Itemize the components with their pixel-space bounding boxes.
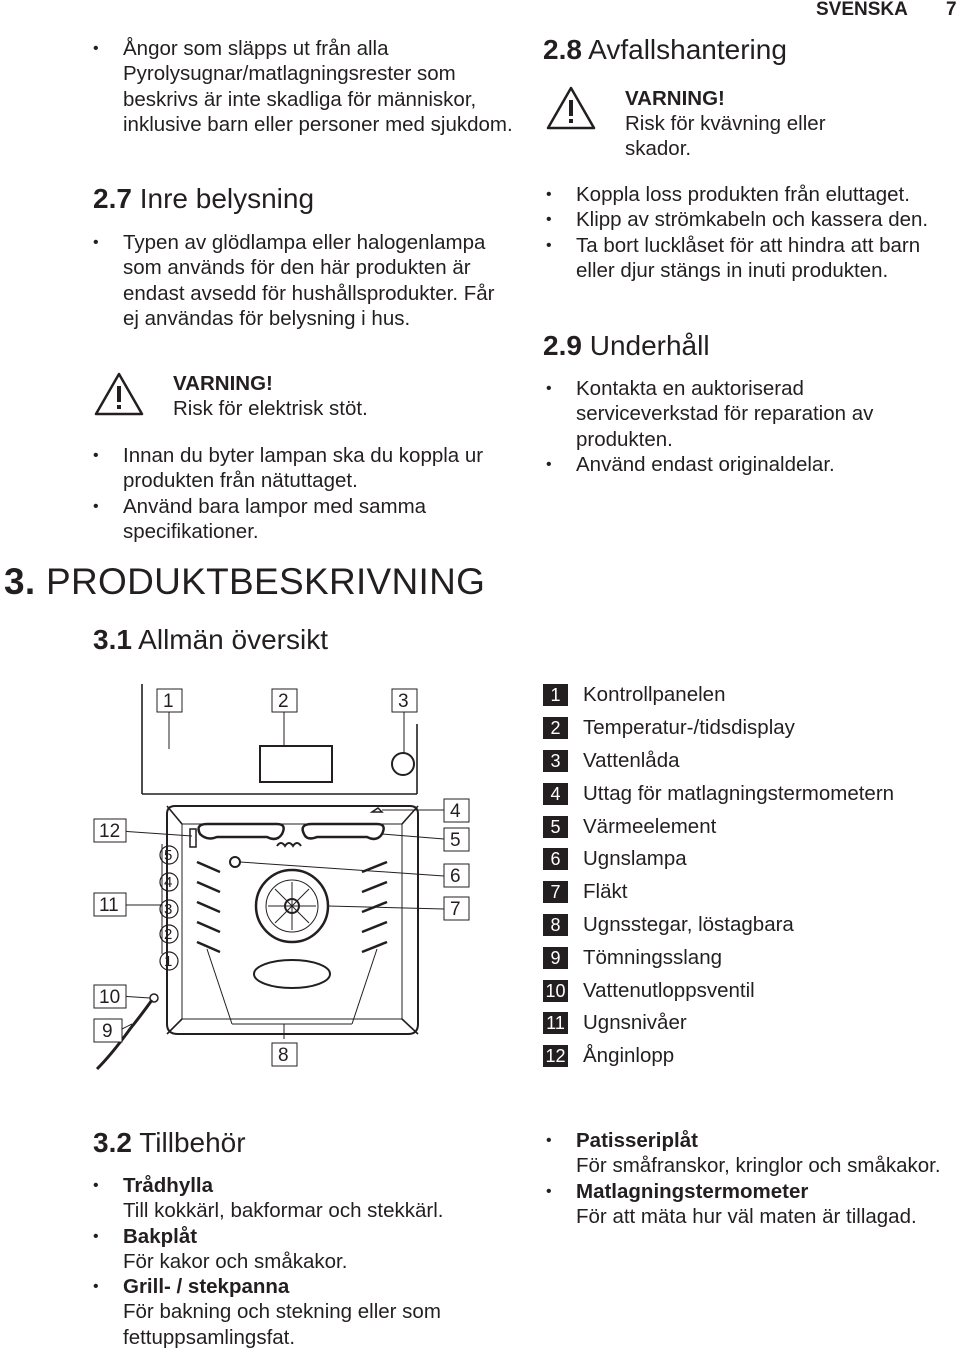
section-heading-2-7: 2.7 Inre belysning [93,183,315,214]
legend-row [543,843,894,876]
legend-number: 8 [543,914,568,936]
diagram-legend [543,679,894,1073]
warning-electric [173,371,368,421]
legend-text: Uttag för matlagningstermometern [583,781,895,805]
warning-text: Risk för elektrisk stöt. [173,397,368,420]
legend-row [543,1040,894,1073]
legend-number: 7 [543,881,568,903]
legend-row [543,712,894,745]
list-item: • Kontakta en auktoriserad serviceverkstad för reparation av produkten. [546,376,926,452]
warning-text: Risk för kvävning eller skador. [625,112,826,160]
callout-6: 6 [450,866,461,887]
legend-text: Ugnsstegar, löstagbara [583,912,794,936]
legend-row [543,909,894,942]
chapter-heading-3: 3. PRODUKTBESKRIVNING [4,561,486,602]
legend-row [543,777,894,810]
legend-number: 2 [543,717,568,739]
list-item: • Typen av glödlampa eller halogenlampa som används för den här produkten är endast avsedd för hushållsprodukter. Får ej användas för belysning i hus. [93,230,513,331]
callout-3: 3 [398,691,409,712]
section-heading-3-2: 3.2 Tillbehör [93,1127,246,1158]
legend-row [543,941,894,974]
legend-number: 11 [543,1012,568,1034]
callout-9: 9 [102,1021,113,1042]
callout-1: 1 [163,691,174,712]
list-item: • Ångor som släpps ut från alla Pyrolysugnar/matlagningsrester som beskrivs är inte skadliga för människor, inklusive barn eller personer med sjukdom. [93,36,513,137]
list-item: • Använd endast originaldelar. [546,452,926,477]
warning-suffocation [625,86,885,161]
legend-number: 5 [543,816,568,838]
legend-row [543,745,894,778]
legend-text: Ånginlopp [583,1044,675,1068]
warning-title: VARNING! [173,372,273,395]
section-heading-3-1: 3.1 Allmän översikt [93,624,329,655]
legend-row [543,876,894,909]
callout-12: 12 [99,821,121,842]
legend-text: Vattenlåda [583,748,680,772]
warning-title: VARNING! [625,87,725,110]
level-5: 5 [164,847,173,864]
oven-diagram [92,684,482,1074]
legend-number: 3 [543,750,568,772]
legend-row [543,679,894,712]
disposal-list [546,182,958,283]
legend-text: Kontrollpanelen [583,683,726,707]
accessories-list-right [546,1128,958,1229]
list-item: • Grill- / stekpanna För bakning och stekning eller som fettuppsamlingsfat. [93,1274,513,1350]
list-item: • Ta bort lucklåset för att hindra att barn eller djur stängs in inuti produkten. [546,233,958,284]
level-2: 2 [164,926,173,943]
accessories-list-left [93,1173,513,1350]
lighting-list-2 [93,443,513,544]
legend-text: Tömningsslang [583,945,723,969]
callout-11: 11 [99,895,119,916]
level-4: 4 [164,874,173,891]
maintenance-list [546,376,926,477]
legend-text: Temperatur-/tidsdisplay [583,716,795,740]
level-1: 1 [164,953,173,970]
page-number: 7 [946,0,957,20]
list-item: • Använd bara lampor med samma specifikationer. [93,494,513,545]
legend-row [543,974,894,1007]
legend-text: Fläkt [583,880,628,904]
section-heading-2-9: 2.9 Underhåll [543,330,710,361]
language-label: SVENSKA [816,0,908,20]
callout-5: 5 [450,830,461,851]
legend-row [543,1007,894,1040]
list-item: • Matlagningstermometer För att mäta hur väl maten är tillagad. [546,1179,958,1230]
callout-2: 2 [278,691,289,712]
warning-triangle-icon [94,372,144,416]
legend-number: 9 [543,947,568,969]
section-heading-2-8: 2.8 Avfallshantering [543,34,787,65]
list-item: • Koppla loss produkten från eluttaget. [546,182,958,207]
lighting-list-1 [93,230,513,331]
legend-text: Vattenutloppsventil [583,978,755,1002]
callout-4: 4 [450,801,461,822]
legend-text: Värmeelement [583,814,717,838]
legend-text: Ugnsnivåer [583,1011,687,1035]
list-item: • Patisseriplåt För småfranskor, kringlor och småkakor. [546,1128,958,1179]
legend-number: 10 [543,980,568,1002]
legend-number: 12 [543,1045,568,1067]
level-3: 3 [164,901,173,918]
warning-triangle-icon [546,86,596,130]
list-item: • Klipp av strömkabeln och kassera den. [546,207,958,232]
list-item: • Bakplåt För kakor och småkakor. [93,1224,513,1275]
list-item: • Innan du byter lampan ska du koppla ur produkten från nätuttaget. [93,443,513,494]
legend-number: 6 [543,848,568,870]
intro-list [93,36,513,137]
list-item: • Trådhylla Till kokkärl, bakformar och stekkärl. [93,1173,513,1224]
callout-8: 8 [278,1045,289,1066]
callout-7: 7 [450,899,461,920]
legend-number: 1 [543,684,568,706]
legend-number: 4 [543,783,568,805]
callout-10: 10 [99,987,121,1008]
legend-row [543,810,894,843]
legend-text: Ugnslampa [583,847,687,871]
